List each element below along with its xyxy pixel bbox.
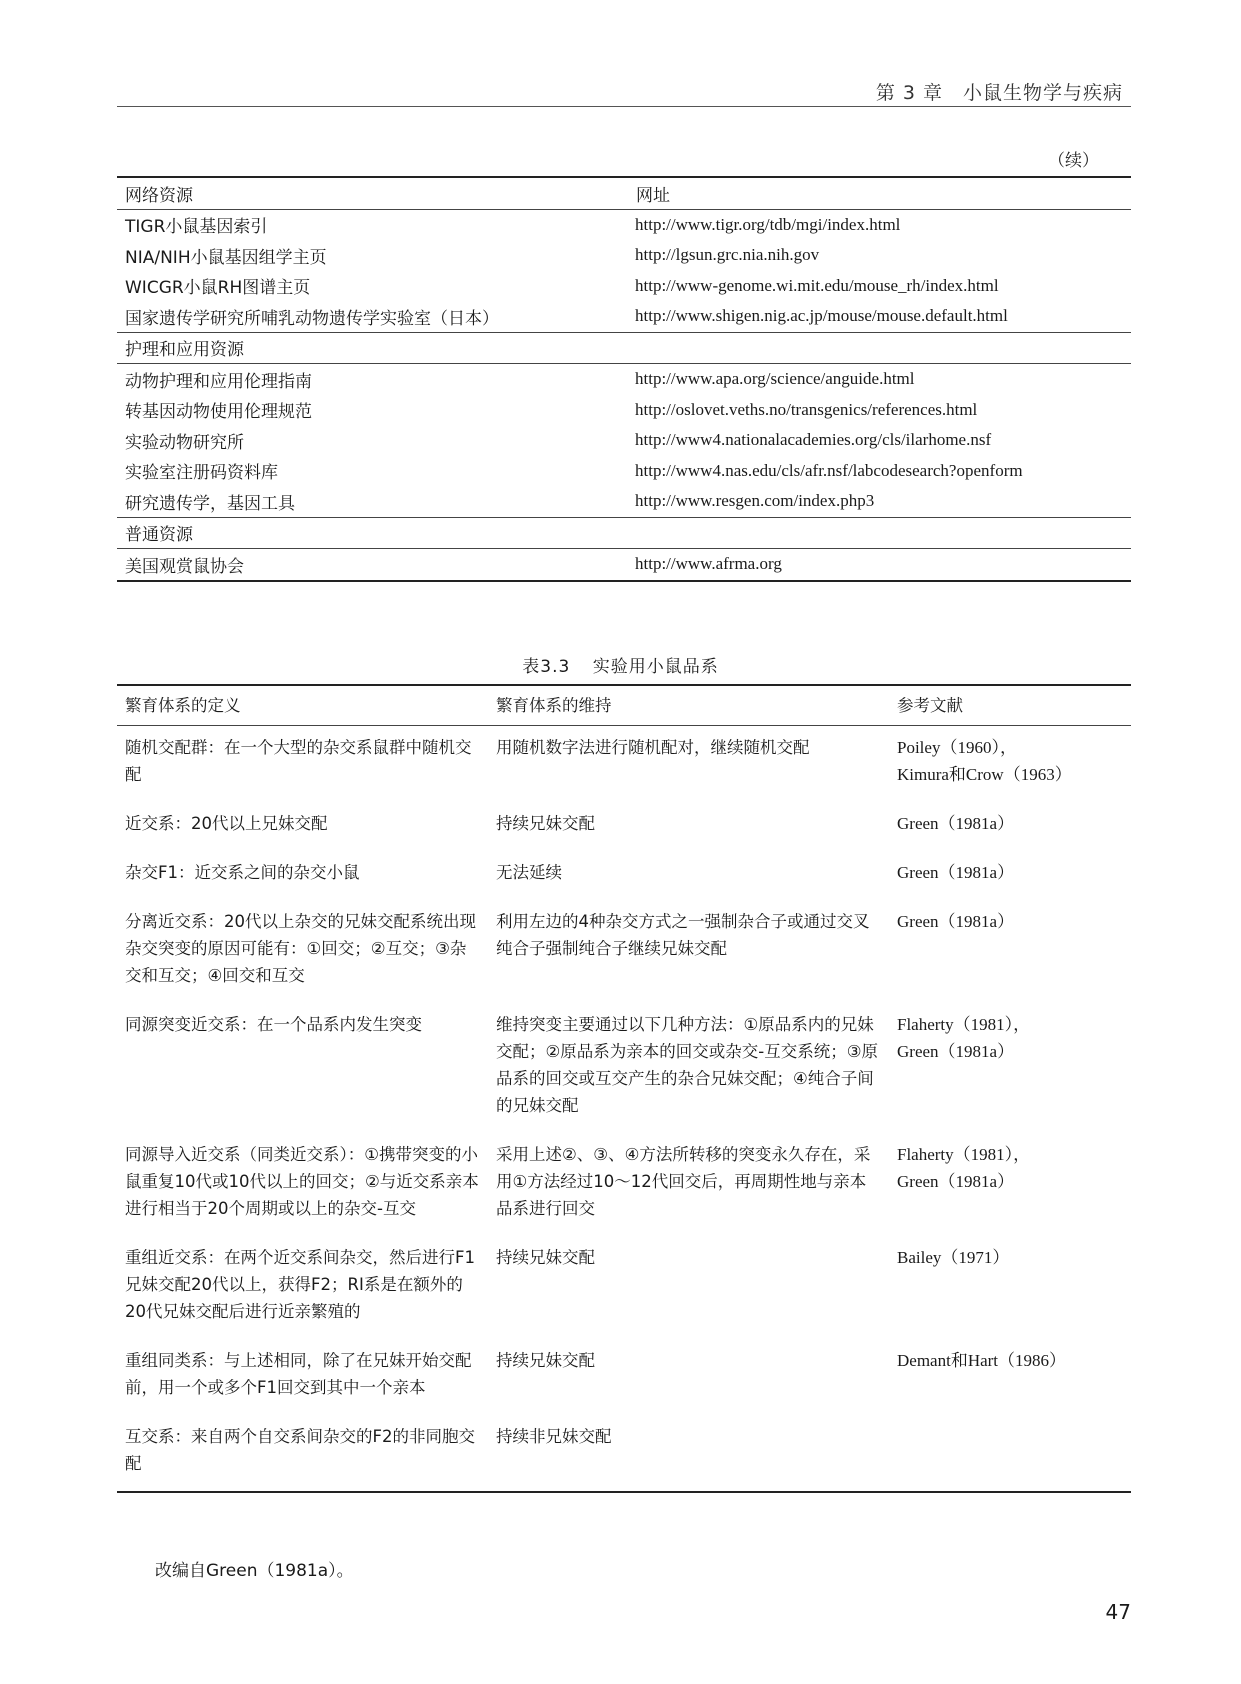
strain-references [889,726,1131,803]
section-title: 护理和应用资源 [117,332,1131,364]
strain-definition: 互交系：来自两个自交系间杂交的F2的非同胞交配 [117,1415,488,1492]
resource-url: http://oslovet.veths.no/transgenics/references.html [635,399,978,419]
strain-definition: 同源导入近交系（同类近交系）：①携带突变的小鼠重复10代或10代以上的回交；②与近交系亲本进行相当于20个周期或以上的杂交-互交 [125,1145,479,1218]
column-header-references: 参考文献 [889,685,1131,726]
strain-references [889,1339,1131,1415]
page-number: 47 [1105,1600,1131,1624]
column-header-definition: 繁育体系的定义 [117,685,488,726]
resource-url: http://www4.nationalacademies.org/cls/ilarhome.nsf [635,430,992,450]
table-caption [0,652,1241,677]
strain-references [889,1133,1131,1236]
resource-url: http://www.shigen.nig.ac.jp/mouse/mouse.default.html [635,306,1008,326]
reference-line: Green（1981a） [897,1042,1015,1061]
resource-name: 实验室注册码资料库 [125,463,278,484]
mouse-strains-table [117,684,1131,1493]
strain-definition: 近交系：20代以上兄妹交配 [125,814,328,833]
resource-name: WICGR小鼠RH图谱主页 [125,278,311,299]
table-row [117,1236,1131,1339]
page-header [117,78,1131,107]
reference-line: Green（1981a） [897,912,1015,931]
table-header-row [117,685,1131,726]
reference-line: Green（1981a） [897,814,1015,833]
reference-line: Flaherty（1981）， [897,1145,1031,1164]
resource-url: http://www.resgen.com/index.php3 [635,491,875,511]
strain-references [889,1236,1131,1339]
table-row [117,364,1131,395]
table-row [117,395,1131,426]
resource-name: 国家遗传学研究所哺乳动物遗传学实验室（日本） [125,308,499,329]
table-row [117,456,1131,487]
table-row [117,1003,1131,1133]
strain-definition: 重组同类系：与上述相同，除了在兄妹开始交配前，用一个或多个F1回交到其中一个亲本 [125,1351,472,1397]
strain-maintenance: 持续非兄妹交配 [488,1415,889,1492]
strain-references [889,900,1131,1003]
resource-url: http://www.tigr.org/tdb/mgi/index.html [635,214,901,234]
resource-url: http://www-genome.wi.mit.edu/mouse_rh/index.html [635,275,999,295]
table-caption-title: 实验用小鼠品系 [592,657,719,677]
strain-references [889,1415,1131,1492]
resource-name: 美国观赏鼠协会 [117,549,628,581]
strain-maintenance: 采用上述②、③、④方法所转移的突变永久存在，采用①方法经过10～12代回交后，再周期性地与亲本品系进行回交 [496,1145,871,1218]
resource-url: http://www4.nas.edu/cls/afr.nsf/labcodesearch?openform [635,460,1023,480]
table-header-row [117,177,1131,209]
strain-maintenance: 维持突变主要通过以下几种方法：①原品系内的兄妹交配；②原品系为亲本的回交或杂交-互交系统；③原品系的回交或互交产生的杂合兄妹交配；④纯合子间的兄妹交配 [496,1015,879,1115]
strain-maintenance: 持续兄妹交配 [496,814,595,833]
resource-name: TIGR小鼠基因索引 [125,217,268,238]
table-row [117,301,1131,332]
chapter-title: 第 3 章 小鼠生物学与疾病 [875,82,1123,104]
table-row [117,486,1131,517]
strain-maintenance: 用随机数字法进行随机配对，继续随机交配 [496,738,810,757]
reference-line: Demant和Hart（1986） [897,1351,1067,1370]
strain-definition: 分离近交系：20代以上杂交的兄妹交配系统出现杂交突变的原因可能有：①回交；②互交；③杂交和互交；④回交和互交 [125,912,476,985]
column-header-resource: 网络资源 [117,177,628,209]
table-row [117,240,1131,271]
strain-references [889,851,1131,900]
strain-definition: 杂交F1：近交系之间的杂交小鼠 [125,863,360,882]
resource-name: 研究遗传学，基因工具 [125,493,295,514]
resource-name: NIA/NIH小鼠基因组学主页 [125,247,327,268]
resource-name: 动物护理和应用伦理指南 [125,371,312,392]
reference-line: Green（1981a） [897,1172,1015,1191]
table-caption-number: 表3.3 [522,657,571,677]
reference-line: Bailey（1971） [897,1248,1010,1267]
strain-maintenance: 利用左边的4种杂交方式之一强制杂合子或通过交叉纯合子强制纯合子继续兄妹交配 [496,912,870,958]
strain-definition: 重组近交系：在两个近交系间杂交，然后进行F1兄妹交配20代以上，获得F2；RI系是在额外的20代兄妹交配后进行近亲繁殖的 [125,1248,475,1321]
section-header-row [117,332,1131,364]
web-resources-table [117,176,1131,582]
resource-url: http://www.afrma.org [628,549,1131,581]
table-row [117,271,1131,302]
footnote: 改编自Green（1981a）。 [155,1561,354,1581]
table-row [117,851,1131,900]
reference-line: Poiley（1960）， [897,738,1017,757]
resource-name: 转基因动物使用伦理规范 [125,402,312,423]
strain-maintenance: 持续兄妹交配 [496,1248,595,1267]
section-header-row [117,517,1131,549]
resource-url: http://www.apa.org/science/anguide.html [635,369,915,389]
section-title: 普通资源 [117,517,1131,549]
table-row [117,549,1131,581]
resource-url: http://lgsun.grc.nia.nih.gov [635,245,820,265]
table-row [117,209,1131,240]
table-row [117,1339,1131,1415]
column-header-url: 网址 [628,177,1131,209]
table-row [117,802,1131,851]
continued-label: （续） [1048,151,1099,171]
strain-maintenance: 无法延续 [496,863,562,882]
table-row [117,1133,1131,1236]
strain-definition: 随机交配群：在一个大型的杂交系鼠群中随机交配 [125,738,472,784]
table-row [117,900,1131,1003]
resource-name: 实验动物研究所 [125,432,244,453]
table-row [117,1415,1131,1492]
strain-references [889,1003,1131,1133]
table-row [117,425,1131,456]
strain-references [889,802,1131,851]
reference-line: Flaherty（1981）， [897,1015,1031,1034]
table-row [117,726,1131,803]
strain-maintenance: 持续兄妹交配 [496,1351,595,1370]
column-header-maintenance: 繁育体系的维持 [488,685,889,726]
reference-line: Kimura和Crow（1963） [897,765,1072,784]
reference-line: Green（1981a） [897,863,1015,882]
strain-definition: 同源突变近交系：在一个品系内发生突变 [125,1015,422,1034]
